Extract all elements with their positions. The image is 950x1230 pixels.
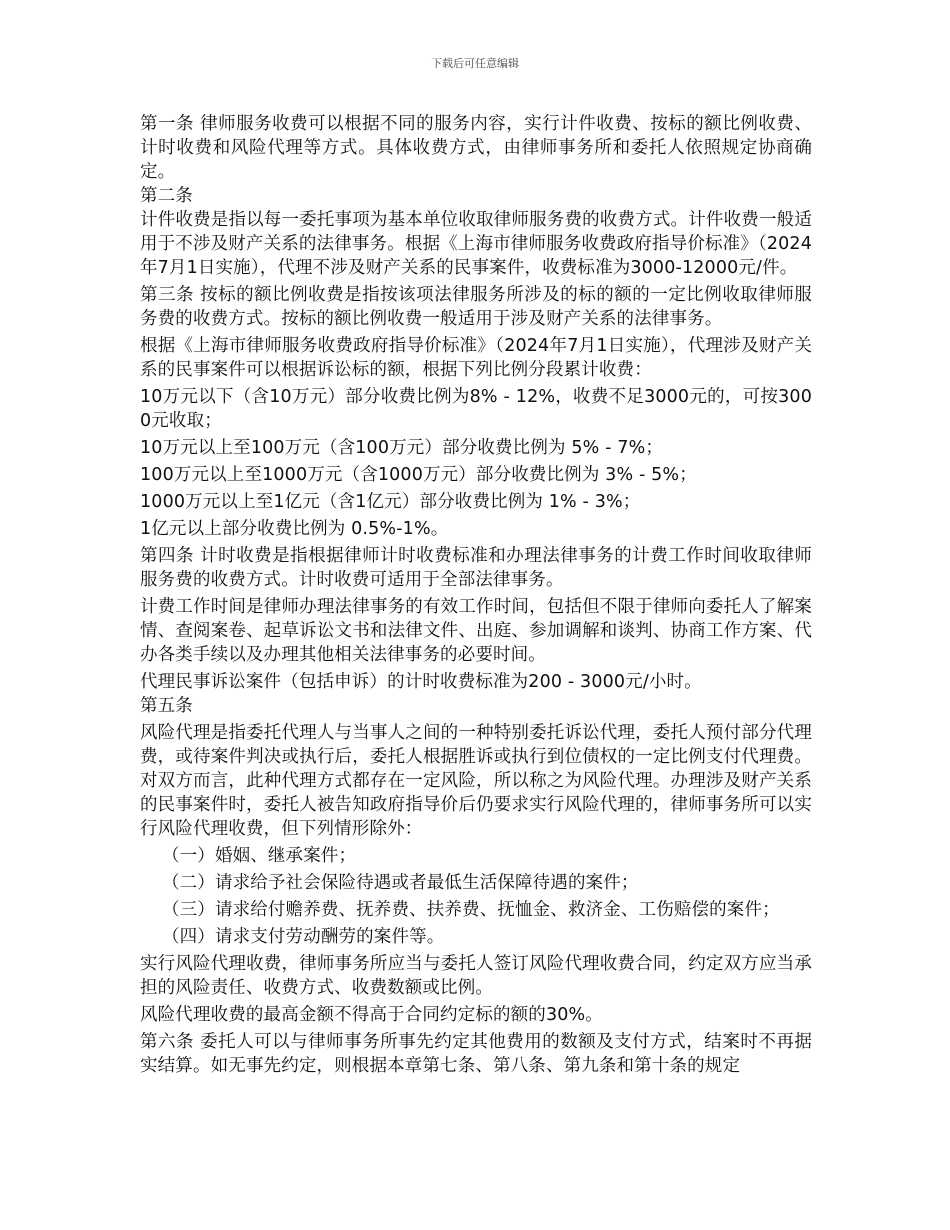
article-2-body: 计件收费是指以每一委托事项为基本单位收取律师服务费的收费方式。计件收费一般适用于不涉及财产关系的法律事务。根据《上海市律师服务收费政府指导价标准》（2024年7月1日实施），代理不涉及财产关系的民事案件，收费标准为3000-12000元/件。 <box>140 210 812 278</box>
article-4: 第四条 计时收费是指根据律师计时收费标准和办理法律事务的计费工作时间收取律师服务费的收费方式。计时收费可适用于全部法律事务。 <box>140 546 812 590</box>
fee-tier-4: 1000万元以上至1亿元（含1亿元）部分收费比例为 1% - 3%； <box>140 492 641 512</box>
risk-agency-cap: 风险代理收费的最高金额不得高于合同约定标的额的30%。 <box>140 1005 603 1025</box>
article-5-body: 风险代理是指委托代理人与当事人之间的一种特别委托诉讼代理，委托人预付部分代理费，或待案件判决或执行后，委托人根据胜诉或执行到位债权的一定比例支付代理费。对双方而言，此种代理方式都存在一定风险，所以称之为风险代理。办理涉及财产关系的民事案件时，委托人被告知政府指导价后仍要求实行风险代理的，律师事务所可以实行风险代理收费，但下列情形除外： <box>140 723 812 839</box>
fee-tier-2: 10万元以上至100万元（含100万元）部分收费比例为 5% - 7%； <box>140 438 663 458</box>
article-5-heading: 第五条 <box>140 696 193 716</box>
document-body <box>140 112 812 1078</box>
article-2-heading: 第二条 <box>140 186 193 206</box>
fee-tier-3: 100万元以上至1000万元（含1000万元）部分收费比例为 3% - 5%； <box>140 465 697 485</box>
risk-agency-contract: 实行风险代理收费，律师事务所应当与委托人签订风险代理收费合同，约定双方应当承担的风险责任、收费方式、收费数额或比例。 <box>140 954 812 998</box>
page-header: 下载后可任意编辑 <box>431 57 519 70</box>
fee-tier-1: 10万元以下（含10万元）部分收费比例为8% - 12%，收费不足3000元的，可按3000元收取； <box>140 387 812 431</box>
exception-item-2: （二）请求给予社会保险待遇或者最低生活保障待遇的案件； <box>162 873 639 893</box>
exception-item-1: （一）婚姻、继承案件； <box>162 846 357 866</box>
article-4-hourly-rate: 代理民事诉讼案件（包括申诉）的计时收费标准为200 - 3000元/小时。 <box>140 672 702 692</box>
article-3-standard: 根据《上海市律师服务收费政府指导价标准》（2024年7月1日实施），代理涉及财产关系的民事案件可以根据诉讼标的额，根据下列比例分段累计收费： <box>140 336 812 380</box>
exception-item-3: （三）请求给付赡养费、抚养费、扶养费、抚恤金、救济金、工伤赔偿的案件； <box>162 900 780 920</box>
exception-item-4: （四）请求支付劳动酬劳的案件等。 <box>162 927 445 947</box>
fee-tier-5: 1亿元以上部分收费比例为 0.5%-1%。 <box>140 519 449 539</box>
article-4-worktime: 计费工作时间是律师办理法律事务的有效工作时间，包括但不限于律师向委托人了解案情、查阅案卷、起草诉讼文书和法律文件、出庭、参加调解和谈判、协商工作方案、代办各类手续以及办理其他相关法律事务的必要时间。 <box>140 597 812 665</box>
article-1: 第一条 律师服务收费可以根据不同的服务内容，实行计件收费、按标的额比例收费、计时收费和风险代理等方式。具体收费方式，由律师事务所和委托人依照规定协商确定。 <box>140 114 812 182</box>
article-6: 第六条 委托人可以与律师事务所事先约定其他费用的数额及支付方式，结案时不再据实结算。如无事先约定，则根据本章第七条、第八条、第九条和第十条的规定 <box>140 1032 812 1076</box>
article-3: 第三条 按标的额比例收费是指按该项法律服务所涉及的标的额的一定比例收取律师服务费的收费方式。按标的额比例收费一般适用于涉及财产关系的法律事务。 <box>140 285 812 329</box>
